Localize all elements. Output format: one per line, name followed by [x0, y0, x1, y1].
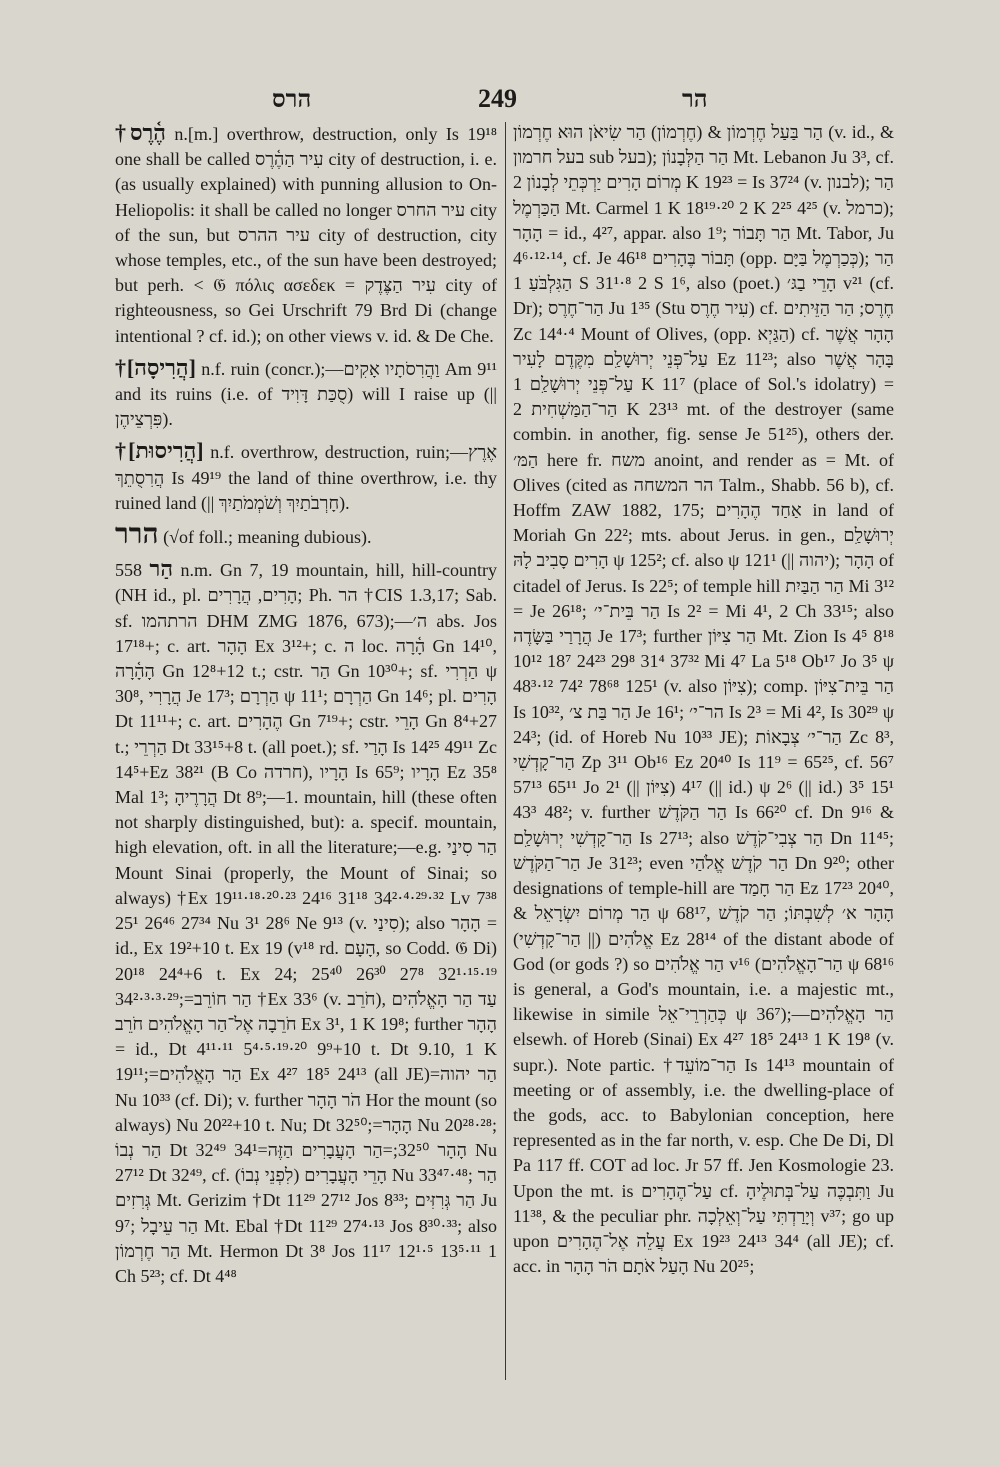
entry-text: 558 n.m. Gn 7, 19 mountain, hill, hill-country (NH id., pl. הָרִים, הֲרָרִים; Ph. הר †CIS 1.3,17; Sab. sf. הרתהמו DHM ZMG 1876, 673);—ה׳ abs. Jos 17¹⁸+; c. art. הָהָר Ex 3¹²+; c. ה loc. הָ֫רָה Gn 14¹⁰, הָהָ֫רָה Gn 12⁸+12 t.; cstr. הַר Gn 10³⁰+; sf. הַרְרִי ψ 30⁸, הֲרָרִי Je 17³; הַרְרָם ψ 11¹; הַרְרָם Gn 14⁶; pl. הָרִים Dt 11¹¹+; c. art. הֶהָרִים Gn 7¹⁹+; cstr. הָרֵי Gn 8⁴+27 t.; הַרְרֵי Dt 33¹⁵+8 t. (all poet.); sf. הָרַי Is 14²⁵ 49¹¹ Zc 14⁵+Ez 38²¹ (B Co חרדה), הָרָיו Is 65⁹; הָרָיו Ez 35⁸ Mal 1³; הֲרָרֶיהָ Dt 8⁹;—1. mountain, hill (these often not sharply distinguished, but): a. specif. mountain, high elevation, oft. in all the literature;—e.g. הַר סִינַי Mount Sinai (properly, the Mount of Sinai; so always) †Ex 19¹¹·¹⁸·²⁰·²³ 24¹⁶ 31¹⁸ 34²·⁴·²⁹·³² Lv 7³⁸ 25¹ 26⁴⁶ 27³⁴ Nu 3¹ 28⁶ Ne 9¹³ (v. סִינַי); also הָהָר = id., Ex 19²+10 t. Ex 19 (v¹⁸ rd. הָעָם, so Codd. 𝔊 Di) 20¹⁸ 24⁴+6 t. Ex 24; 25⁴⁰ 26³⁰ 27⁸ 32¹·¹⁵·¹⁹ 34²·³·³·²⁹;=הַר חוֹרֵב †Ex 33⁶ (v. חֹרֵב), עַד הַר הָאֱלֹהִים חֹרֵבָה אֶל־הַר הָאֱלֹהִים חֹרֵב Ex 3¹, 1 K 19⁸; further הָהָר = id., Dt 4¹¹·¹¹ 5⁴·⁵·¹⁹·²⁰ 9⁹+10 t. Dt 9.10, 1 K 19¹¹;=הַר הָאֱלֹהִים Ex 4²⁷ 18⁵ 24¹³ (all JE)=הַר יהוה Nu 10³³ (cf. Di); v. further הֹר הָהָר Hor the mount (so always) Nu 20²²+10 t. Nu; Dt 32⁵⁰;=הָהָר Nu 20²⁸·²⁸; הַר נְבוֹ Dt 32⁴⁹ 34¹=הָהָר 32⁵⁰;=הַר הָעֲבָרִים הַזֶּה Nu 27¹² Dt 32⁴⁹, cf. הָרֵי הָעֲבָרִים (לִפְנֵי נְבוֹ) Nu 33⁴⁷·⁴⁸; הַר גְּרִזִים Mt. Gerizim †Dt 11²⁹ 27¹² Jos 8³³; הַר גְּרִזִּים Ju 9⁷; הַר עֵיבָל Mt. Ebal †Dt 11²⁹ 27⁴·¹³ Jos 8³⁰·³³; also הַר חֶרְמוֹן Mt. Hermon Dt 3⁸ Jos 11¹⁷ 12¹·⁵ 13⁵·¹¹ 1 Ch 5²³; cf. Dt 4⁴⁸ [115, 560, 497, 1286]
entry-lemma: †[הֲרִיסוּת] [115, 438, 204, 464]
entry-text: n.f. overthrow, destruction, ruin;—אֶרֶץ הֲרִסֻתֵךְ Is 49¹⁹ the land of thine overthrow, i.e. thy ruined land (|| חָרְבֹתַיִךְ וְשֹׁמְמֹתַיִךְ). [115, 442, 497, 513]
entry-lemma: †[הֲרִיסָה] [115, 354, 196, 380]
root-heading: הרר [115, 519, 159, 551]
entry-root-hrr [115, 519, 497, 551]
left-column [115, 120, 497, 1447]
entry-heres [115, 120, 497, 349]
entry-har [115, 556, 497, 1289]
entry-har-continued: הַר בַּעַל חֶרְמוֹן & (חֶרְמוֹן) הַר שִׂיאֹן הוּא חֶרְמוֹן (v. id., & בעל חרמון sub בעל); הַר הַלְּבָנוֹן Mt. Lebanon Ju 3³, cf. מְרוֹם הָרִים יַרְכְּתֵי לְבָנוֹן 2 K 19²³ = Is 37²⁴ (v. לבנון); הַר הַכַּרְמֶל Mt. Carmel 1 K 18¹⁹·²⁰ 2 K 2²⁵ 4²⁵ (v. כרמל); הָהָר = id., 4²⁷, appar. also 1⁹; הַר תָּבוֹר Mt. Tabor, Ju 4⁶·¹²·¹⁴, cf. Je 46¹⁸ תָּבוֹר בֶּהָרִים (opp. כְּכַרְמֶל בַּיָּם); הַר הַגִּלְבֹּעַ 1 S 31¹·⁸ 2 S 1⁶, also (poet.) הָרֵי בַגּ׳ v²¹ (cf. Dr); הַר־חֶרֶס Ju 1³⁵ (Stu עִיר חֶרֶס) cf. חֶרֶס; הַר הַזֵּיתִים Zc 14⁴·⁴ Mount of Olives, (opp. הַגַּיְא) cf. הָהָר אֲשֶׁר עַל־פְּנֵי יְרוּשָׁלַ͏ִם מִקֶּדֶם לָעִיר Ez 11²³; also בָּהָר אֲשֶׁר עַל־פְּנֵי יְרוּשָׁלַ͏ִם 1 K 11⁷ (place of Sol.'s idolatry) = הַר־הַמַּשְׁחִית 2 K 23¹³ mt. of the destroyer (same combin. in another, fig. sense Je 51²⁵), others der. הַמּ׳ here fr. משח anoint, and render as = Mt. of Olives (cited as הר המשחה Talm., Shabb. 56 b), cf. Hoffm ZAW 1882, 175; אַחַד הֶהָרִים in land of Moriah Gn 22²; mts. about Jerus. in gen., יְרוּשָׁלַ͏ִם הָרִים סָבִיב לָהּ ψ 125²; cf. also ψ 121¹ (|| יהוה); הָהָר of citadel of Jerus. Is 22⁵; of temple hill הַר הַבַּיִת Mi 3¹² = Je 26¹⁸; הַר בֵּית־י׳ Is 2² = Mi 4¹, 2 Ch 33¹⁵; also הֲרָרַי בַּשָּׂדֶה Je 17³; further הַר צִיּוֹן Mt. Zion Is 4⁵ 8¹⁸ 10¹² 18⁷ 24²³ 29⁸ 31⁴ 37³² Mi 4⁷ La 5¹⁸ Ob¹⁷ Jo 3⁵ ψ 48³·¹² 74² 78⁶⁸ 125¹ (v. also צִיּוֹן); comp. הַר בֵּית־צִיּוֹן Is 10³², הַר בַּת צ׳ Je 16¹; הר־י׳ Is 2³ = Mi 4², Is 30²⁹ ψ 24³; (id. of Horeb Nu 10³³ JE); הַר־י׳ צְבָאוֹת Zc 8³, הַר־קָדְשִׁי Zp 3¹¹ Ob¹⁶ Ez 20⁴⁰ Is 11⁹ = 65²⁵, cf. 56⁷ 57¹³ 65¹¹ Jo 2¹ (|| צִיּוֹן) 4¹⁷ (|| id.) ψ 2⁶ (|| id.) 3⁵ 15¹ 43³ 48²; v. further הַר הַקֹּדֶשׁ Is 66²⁰ cf. Dn 9¹⁶ & הַר־קָדְשִׁי יְרוּשָׁלַ͏ִם Is 27¹³; also הַר צְבִי־קֹדֶשׁ Dn 11⁴⁵; הַר־הַקֹּדֶשׁ Je 31²³; even הַר קֹדֶשׁ אֱלֹהַי Dn 9²⁰; other designations of temple-hill are הַר חָמַד Ez 17²³ 20⁴⁰, & הַר מְרוֹם יִשְׂרָאֵל ψ 68¹⁷, הָהָר א׳ לְשִׁבְתּוֹ; הַר קֹדֶשׁ אֱלֹהִים (|| הַר־קָדְשִׁי) Ez 28¹⁴ of the distant abode of God (or gods ?) so הַר אֱלֹהִים v¹⁶ (הַר־הָאֱלֹהִים ψ 68¹⁶ is general, a God's mountain, i.e. a majestic mt., likewise in simile כְּהַרְרֵי־אֵל ψ 36⁷);—הַר הָאֱלֹהִים elsewh. of Horeb (Sinai) Ex 4²⁷ 18⁵ 24¹³ 1 K 19⁸ (v. supr.). Note partic. †הַר־מוֹעֵד Is 14¹³ mountain of meeting or of assembly, i.e. the dwelling-place of the gods, acc. to Babylonian conception, here represented as in the far north, v. esp. Che De Di, Dl Pa 117 ff. COT ad loc. Jr 57 ff. Jen Kosmologie 23. Upon the mt. is עַל־הֶהָרִים cf. וַתִּבְכֶּה עַל־בְּתוּלֶיהָ Ju 11³⁸, & the peculiar phr. וְיָרַדְתִּי עַל־וְאֵלְכָה v³⁷; go up upon עֲלֵה אֶל־הֶהָרִים Ex 19²³ 24¹³ 34⁴ (all JE); cf. acc. in הָעַל אֹתָם הֹר הָהָר Nu 20²⁵; [513, 122, 894, 1277]
page-number: 249 [478, 84, 517, 113]
entry-lemma: †הֶ֫רֶס [115, 120, 166, 145]
entry-harisa [115, 355, 497, 433]
entry-text: (√of foll.; meaning dubious). [163, 527, 372, 548]
entry-harisut [115, 438, 497, 516]
running-head-left: הרס [272, 84, 312, 113]
running-head-right: הר [682, 84, 708, 113]
column-divider [505, 122, 506, 1380]
right-column [513, 120, 894, 1447]
entry-lemma: הַר [149, 556, 173, 582]
entry-text: n.[m.] overthrow, destruction, only Is 19¹⁸ one shall be called עִיר הַהֶ֫רֶס city of destruction, i. e. (as usually explained) with punning allusion to On-Heliopolis: it shall be called no longer עיר החרס city of the sun, but עיר ההרס city of destruction, city whose temples, etc., of the sun have been destroyed; but perh. < 𝔊 πόλις ασεδεκ = עִיר הַצֶּדֶק city of righteousness, so Gei Urschrift 79 Brd Di (change intentional ? cf. id.); on other views v. id. & De Che. [115, 124, 497, 346]
entry-text: n.f. ruin (concr.);—וַהֲרִסֹתָיו אָקִים Am 9¹¹ and its ruins (i.e. of סֻכַּת דָּוִיד) will I raise up (|| פִּרְצֵיהֶן). [115, 358, 497, 430]
